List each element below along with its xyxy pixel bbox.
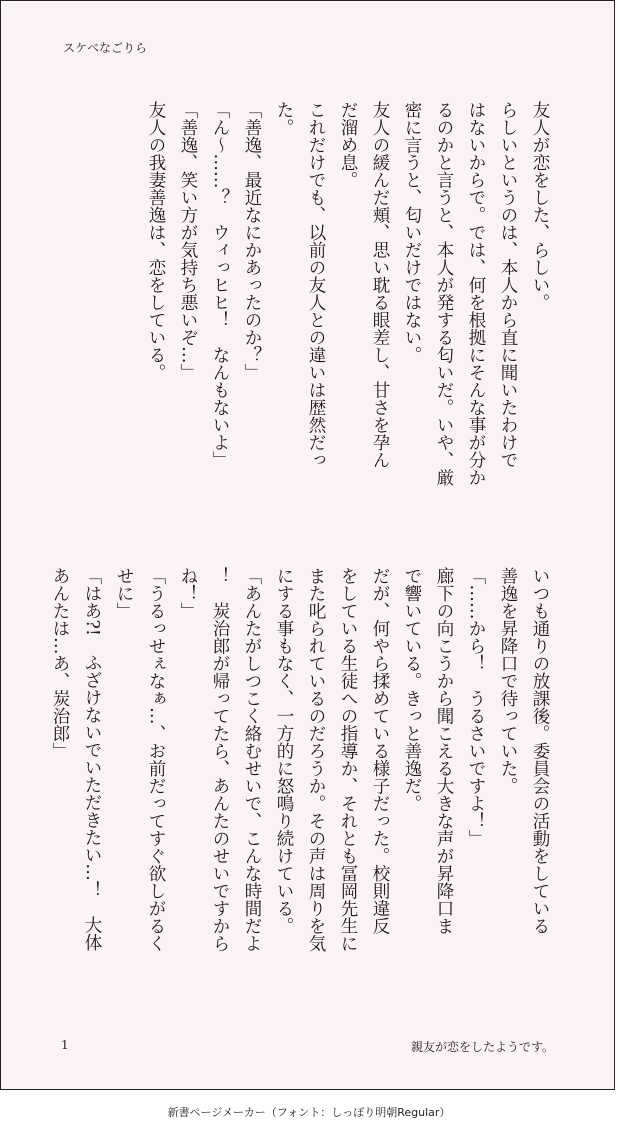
text-column: いつも通りの放課後。委員会の活動をしている xyxy=(530,567,550,935)
upper-text-block xyxy=(140,101,556,521)
text-column: 「善逸、最近なにかあったのか？」 xyxy=(242,101,262,381)
text-column: また叱られているのだろうか。その声は周りを気 xyxy=(306,567,326,952)
text-column: ね！」 xyxy=(178,567,198,620)
text-column: だ溜め息。 xyxy=(338,101,358,189)
text-column: 「ん〜……？ ウィっヒヒ！ なんもないよ」 xyxy=(210,101,230,469)
text-column: ！ 炭治郎が帰ってたら、あんたのせいですから xyxy=(210,567,230,952)
text-column: 友人が恋をした、らしい。 xyxy=(530,101,550,311)
text-column: せに」 xyxy=(114,567,134,620)
text-column: 「あんたがしつこく絡むせいで、こんな時間だよ xyxy=(242,567,262,952)
text-column: 友人の我妻善逸は、恋をしている。 xyxy=(146,101,166,381)
text-column: で響いている。きっと善逸だ。 xyxy=(402,567,422,812)
text-column: 「うるっせぇなぁ…、お前だってすぐ欲しがるく xyxy=(146,567,166,952)
generator-credit: 新書ページメーカー（フォント：しっぽり明朝Regular） xyxy=(167,1106,451,1119)
page-number: 1 xyxy=(61,1038,69,1052)
text-column: た。 xyxy=(274,101,294,136)
lower-text-block xyxy=(44,567,556,987)
text-column: にする事もなく、一方的に怒鳴り続けている。 xyxy=(274,567,294,935)
author-name: スケベなごりら xyxy=(63,41,148,55)
text-column: はないからで。では、何を根拠にそんな事が分か xyxy=(466,101,486,486)
text-column: るのかと言うと、本人が発する匂いだ。いや、厳 xyxy=(434,101,454,486)
text-column: これだけでも、以前の友人との違いは歴然だっ xyxy=(306,101,326,469)
text-column: 友人の緩んだ頬、思い耽る眼差し、甘さを孕ん xyxy=(370,101,390,469)
text-column: 密に言うと、匂いだけではない。 xyxy=(402,101,422,364)
text-column: あんたは…あ、炭治郎」 xyxy=(50,567,70,760)
text-column: だが、何やら揉めている様子だった。校則違反 xyxy=(370,567,390,935)
text-column: らしいというのは、本人から直に聞いたわけで xyxy=(498,101,518,469)
text-column: 廊下の向こうから聞こえる大きな声が昇降口ま xyxy=(434,567,454,935)
text-column: 「はあ?! ふざけないでいただきたい…！ 大体 xyxy=(82,567,102,951)
text-column: 「……から！ うるさいですよ！」 xyxy=(466,567,486,847)
text-column: 「善逸、笑い方が気持ち悪いぞ…」 xyxy=(178,101,198,381)
text-column: 善逸を昇降口で待っていた。 xyxy=(498,567,518,795)
story-title: 親友が恋をしたようです。 xyxy=(410,1040,554,1054)
text-column: をしている生徒への指導か、それとも冨岡先生に xyxy=(338,567,358,952)
